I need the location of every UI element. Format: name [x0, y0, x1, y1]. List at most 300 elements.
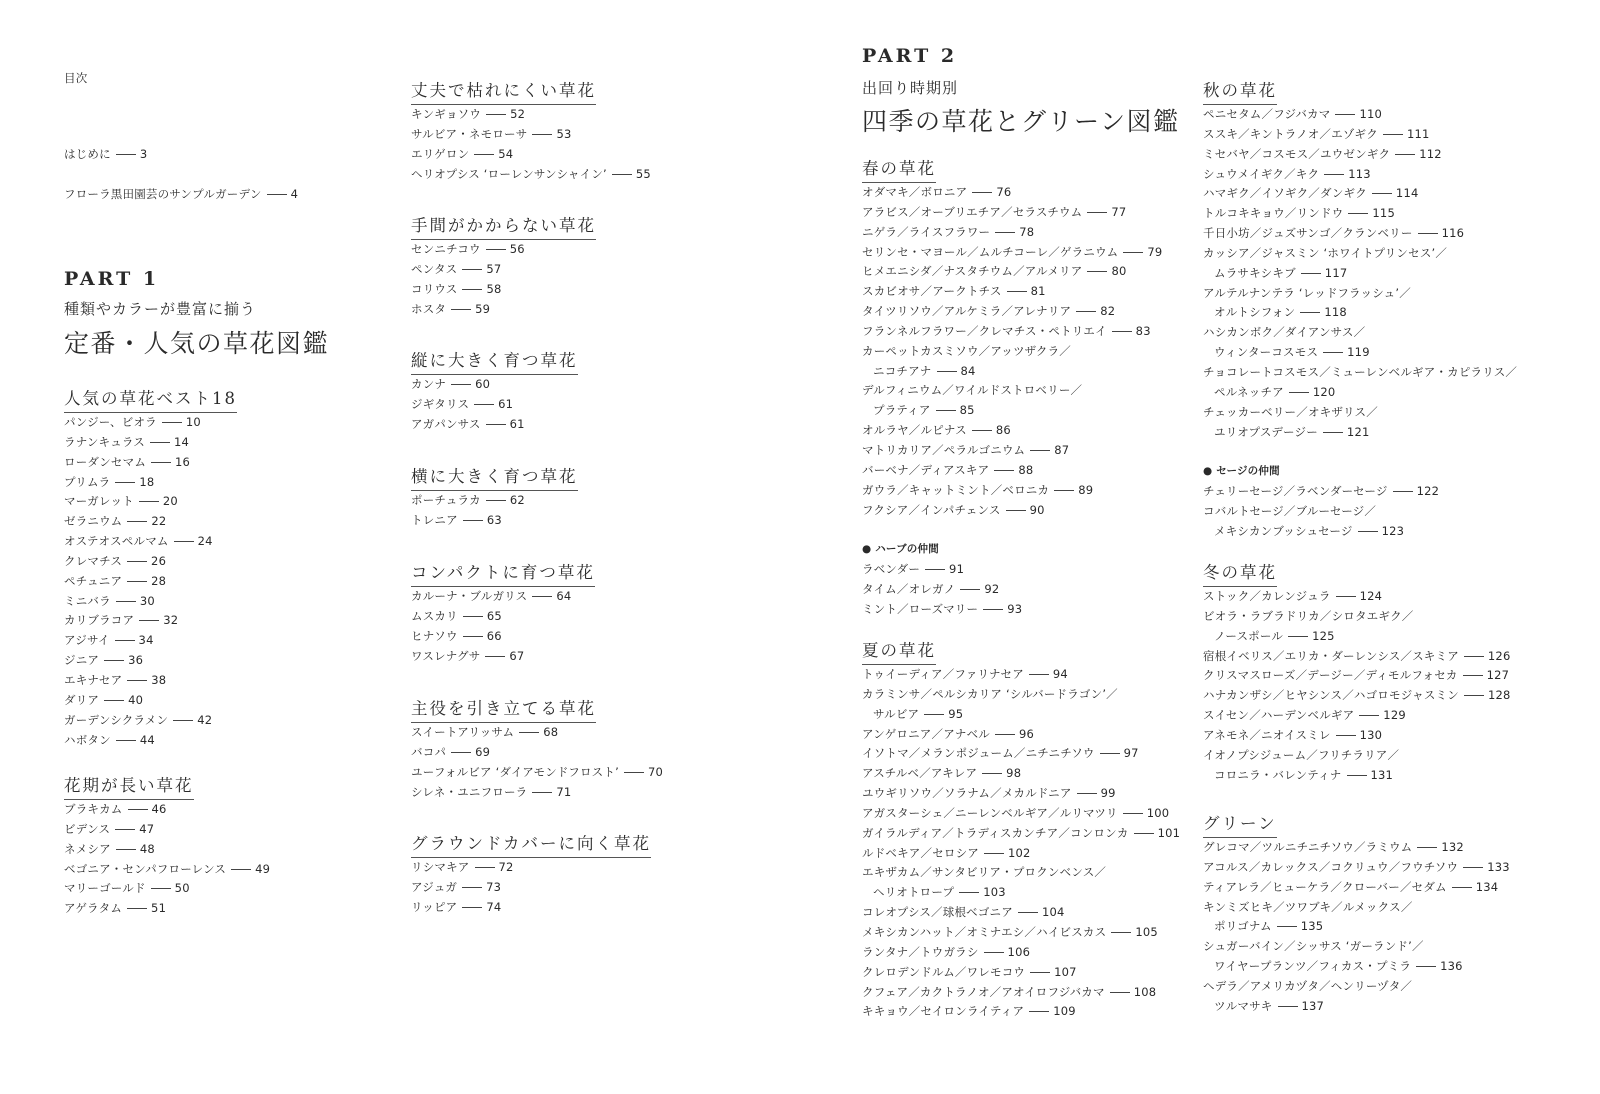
entry-title: マーガレット [64, 494, 134, 509]
entry-title: セリンセ・マヨール／ムルチコーレ／ゲラニウム [862, 244, 1119, 259]
entry-title: ランタナ／トウガラシ [862, 944, 979, 959]
toc-entry[interactable] [862, 362, 1162, 382]
entry-title: フランネルフラワー／クレマチス・ペトリエイ [862, 323, 1107, 338]
toc-entry[interactable] [862, 963, 1180, 983]
entry-title: 千日小坊／ジュズサンゴ／クランベリー [1203, 226, 1413, 241]
toc-entry[interactable] [862, 943, 1180, 963]
leader-line [1417, 847, 1437, 848]
toc-entry[interactable] [862, 705, 1180, 725]
leader-line [959, 892, 979, 893]
toc-entry[interactable] [1203, 204, 1517, 224]
entry-title: カーペットカスミソウ／アッツザクラ／ [862, 343, 1071, 358]
entry-page: 30 [139, 593, 155, 608]
toc-entry[interactable] [862, 243, 1162, 263]
entry-title: ルドベキア／セロシア [862, 845, 979, 860]
toc-entry[interactable] [64, 532, 213, 552]
entry-page: 40 [128, 692, 144, 707]
toc-entry-list [411, 375, 525, 435]
toc-entry[interactable] [1203, 917, 1510, 937]
entry-title: ウィンターコスモス [1214, 345, 1319, 360]
toc-entry[interactable] [862, 421, 1162, 441]
entry-page: 123 [1381, 523, 1405, 538]
entry-title: ハマギク／イソギク／ダンギク [1203, 186, 1367, 201]
leader-line [1300, 312, 1320, 313]
toc-entry[interactable] [411, 165, 651, 185]
entry-page: 46 [151, 802, 167, 816]
leader-line [151, 462, 171, 463]
toc-entry-list [64, 413, 213, 750]
toc-entry[interactable] [1203, 878, 1510, 898]
toc-entry[interactable] [862, 401, 1162, 421]
toc-entry[interactable] [1203, 858, 1510, 878]
toc-entry[interactable] [411, 395, 525, 415]
group-label [1203, 462, 1517, 482]
toc-entry[interactable] [64, 691, 213, 711]
entry-title: ユウギリソウ／ソラナム／メカルドニア [862, 786, 1072, 801]
intro-item[interactable] [64, 186, 298, 202]
toc-entry[interactable] [862, 725, 1180, 745]
toc-entry[interactable] [411, 647, 571, 667]
entry-page: 119 [1347, 345, 1370, 360]
entry-title: ガーデンシクラメン [64, 712, 169, 727]
leader-line [1111, 932, 1131, 933]
toc-entry[interactable] [862, 223, 1162, 243]
leader-line [115, 640, 135, 641]
entry-title: ツルマサキ [1214, 998, 1273, 1013]
entry-title: タイツリソウ／アルケミラ／アレナリア [862, 304, 1072, 319]
toc-entry[interactable] [862, 824, 1180, 844]
toc-entry[interactable] [411, 145, 651, 165]
toc-entry[interactable] [411, 415, 525, 435]
toc-entry[interactable] [411, 491, 525, 511]
entry-page: 96 [1019, 726, 1035, 741]
entry-title: アネモネ／ニオイスミレ [1203, 727, 1331, 742]
entry-title: スカビオサ／アークトチス [862, 284, 1002, 299]
toc-entry[interactable] [1203, 997, 1510, 1017]
toc-entry[interactable] [862, 302, 1162, 322]
entry-title: マリーゴールド [64, 881, 146, 896]
entry-title: ワイヤープランツ／フィカス・プミラ [1214, 959, 1412, 974]
leader-line [462, 887, 482, 888]
entry-page: 72 [498, 860, 514, 874]
toc-entry[interactable] [64, 572, 213, 592]
toc-entry[interactable] [1203, 522, 1517, 542]
leader-line [486, 114, 506, 115]
entry-title: ミセバヤ／コスモス／ユウゼンギク [1203, 146, 1391, 161]
entry-page: 133 [1487, 859, 1510, 874]
toc-entry[interactable] [64, 631, 213, 651]
toc-entry[interactable] [862, 560, 1162, 580]
toc-entry[interactable] [411, 763, 663, 783]
toc-entry[interactable] [862, 744, 1180, 764]
leader-line [1463, 867, 1483, 868]
toc-entry[interactable] [1203, 423, 1517, 443]
toc-entry[interactable] [862, 342, 1162, 362]
leader-line [463, 616, 483, 617]
toc-entry[interactable] [64, 820, 270, 840]
leader-line [1006, 510, 1026, 511]
entry-title: スイートアリッサム [411, 725, 515, 739]
entry-page: 70 [647, 764, 663, 779]
leader-line [127, 908, 147, 909]
toc-entry[interactable] [1203, 323, 1517, 343]
toc-entry[interactable] [411, 858, 514, 878]
toc-entry[interactable] [862, 764, 1180, 784]
entry-page: 42 [197, 712, 213, 727]
leader-line [475, 867, 495, 868]
toc-entry[interactable] [411, 783, 663, 803]
entry-page: 69 [475, 744, 491, 759]
leader-line [1416, 966, 1436, 967]
leader-line [173, 720, 193, 721]
entry-title: キンギョソウ [411, 107, 482, 121]
toc-entry[interactable] [64, 840, 270, 860]
entry-title: アジュガ [411, 879, 458, 894]
section-heading: 夏の草花 [862, 637, 936, 665]
entry-page: 98 [1006, 766, 1022, 781]
leader-line [1018, 912, 1038, 913]
entry-page: 36 [128, 653, 144, 668]
entry-page: 62 [509, 493, 525, 507]
toc-entry[interactable] [1203, 224, 1517, 244]
entry-page: 20 [162, 494, 178, 509]
toc-entry[interactable] [411, 627, 571, 647]
entry-page: 120 [1312, 384, 1336, 399]
entry-title: トルコキキョウ／リンドウ [1203, 206, 1344, 221]
entry-page: 91 [949, 562, 965, 577]
toc-entry[interactable] [1203, 343, 1517, 363]
toc-entry[interactable] [1203, 125, 1517, 145]
toc-entry[interactable] [1203, 482, 1517, 502]
entry-page: 10 [185, 415, 201, 429]
leader-line [116, 849, 136, 850]
toc-entry[interactable] [862, 983, 1180, 1003]
leader-line [127, 581, 147, 582]
leader-line [451, 384, 471, 385]
leader-line [485, 656, 505, 657]
entry-title: ビオラ・ラブラドリカ／シロタエギク／ [1203, 608, 1414, 623]
toc-entry[interactable] [862, 481, 1162, 501]
toc-entry[interactable] [862, 784, 1180, 804]
entry-title: アスチルベ／アキレア [862, 766, 978, 781]
leader-line [116, 601, 136, 602]
toc-entry[interactable] [64, 879, 270, 899]
entry-page: 74 [486, 899, 502, 914]
toc-entry[interactable] [1203, 303, 1517, 323]
entry-page: 49 [255, 861, 271, 876]
entry-title: キキョウ／セイロンライティア [862, 1004, 1025, 1019]
toc-entry[interactable] [862, 685, 1180, 705]
toc-entry[interactable] [411, 280, 525, 300]
toc-entry[interactable] [862, 282, 1162, 302]
toc-entry[interactable] [411, 105, 651, 125]
entry-title: チェリーセージ／ラベンダーセージ [1203, 484, 1388, 499]
toc-entry[interactable] [1203, 746, 1511, 766]
toc-entry[interactable] [411, 300, 525, 320]
entry-page: 126 [1487, 648, 1511, 663]
entry-title: ベゴニア・センパフローレンス [64, 861, 227, 876]
toc-entry[interactable] [862, 804, 1180, 824]
entry-title: シュガーバイン／シッサス ‘ガーランド’／ [1203, 939, 1424, 954]
toc-entry[interactable] [64, 453, 213, 473]
section-heading: 春の草花 [862, 155, 936, 183]
leader-line [624, 772, 644, 773]
entry-page: 57 [486, 261, 502, 276]
leader-line [532, 792, 552, 793]
toc-entry[interactable] [64, 433, 213, 453]
toc-entry[interactable] [411, 375, 525, 395]
entry-title: ゼラニウム [64, 514, 123, 529]
entry-title: ニゲラ／ライスフラワー [862, 224, 991, 239]
leader-line [1134, 833, 1154, 834]
toc-entry[interactable] [411, 723, 663, 743]
toc-entry[interactable] [862, 441, 1162, 461]
entry-page: 97 [1123, 746, 1139, 761]
toc-entry[interactable] [862, 322, 1162, 342]
toc-entry[interactable] [411, 878, 514, 898]
intro-page: 3 [139, 147, 148, 161]
entry-title: ポリゴナム [1214, 919, 1272, 934]
toc-entry[interactable] [411, 240, 525, 260]
toc-entry[interactable] [1203, 726, 1511, 746]
toc-entry[interactable] [862, 844, 1180, 864]
toc-entry[interactable] [411, 511, 525, 531]
toc-entry[interactable] [64, 592, 213, 612]
entry-title: デルフィニウム／ワイルドストロベリー／ [862, 383, 1083, 398]
entry-page: 131 [1370, 767, 1394, 782]
entry-title: オルトシフォン [1214, 305, 1296, 320]
spacer [862, 520, 1162, 540]
entry-title: ヘリオプシス ‘ローレンサンシャイン’ [411, 166, 607, 181]
section-heading: 冬の草花 [1203, 559, 1277, 587]
toc-entry[interactable] [1203, 184, 1517, 204]
entry-title: サルビア [873, 706, 920, 721]
entry-title: タイム／オレガノ [862, 581, 956, 596]
intro-item[interactable] [64, 146, 147, 162]
entry-title: ユリオプスデージー [1214, 424, 1318, 439]
entry-page: 124 [1359, 589, 1383, 603]
toc-entry-list [411, 723, 663, 802]
entry-title: トゥイーディア／ファリナセア [862, 667, 1024, 681]
entry-title: フクシア／インパチェンス [862, 502, 1001, 517]
toc-entry[interactable] [1203, 363, 1517, 383]
entry-title: チョコレートコスモス／ミューレンベルギア・カピラリス／ [1203, 364, 1518, 379]
spacer [1203, 442, 1517, 462]
toc-entry[interactable] [862, 903, 1180, 923]
leader-line [1336, 596, 1356, 597]
toc-entry[interactable] [1203, 284, 1517, 304]
part1-subtitle: 種類やカラーが豊富に揃う [64, 300, 257, 318]
toc-entry[interactable] [411, 898, 514, 918]
section-heading: 花期が長い草花 [64, 772, 194, 800]
toc-entry[interactable] [1203, 977, 1510, 997]
entry-page: 122 [1416, 484, 1440, 499]
leader-line [972, 430, 992, 431]
entry-title: ヘデラ／アメリカヅタ／ヘンリーヅタ／ [1203, 978, 1413, 993]
toc-entry[interactable] [1203, 145, 1517, 165]
leader-line [462, 289, 482, 290]
entry-page: 67 [509, 648, 525, 663]
leader-line [1372, 193, 1392, 194]
entry-title: ジギタリス [411, 396, 470, 411]
toc-entry[interactable] [411, 587, 571, 607]
leader-line [127, 680, 147, 681]
entry-page: 38 [151, 672, 167, 687]
entry-page: 89 [1078, 482, 1094, 497]
leader-line [451, 309, 471, 310]
entry-page: 63 [486, 512, 502, 527]
toc-entry-list [411, 491, 525, 531]
toc-entry[interactable] [1203, 766, 1511, 786]
toc-entry[interactable] [1203, 502, 1517, 522]
toc-entry[interactable] [64, 413, 213, 433]
toc-entry[interactable] [64, 711, 213, 731]
leader-line [925, 569, 945, 570]
entry-page: 103 [983, 885, 1006, 900]
leader-line [1110, 992, 1130, 993]
toc-entry[interactable] [862, 501, 1162, 521]
entry-page: 90 [1029, 502, 1045, 517]
toc-entry[interactable] [64, 512, 213, 532]
toc-entry[interactable] [1203, 838, 1510, 858]
leader-line [924, 714, 944, 715]
entry-page: 59 [475, 301, 491, 316]
leader-line [104, 700, 124, 701]
toc-entry[interactable] [1203, 105, 1517, 125]
entry-page: 121 [1346, 424, 1370, 439]
entry-page: 99 [1100, 786, 1116, 801]
toc-entry[interactable] [862, 183, 1162, 203]
toc-entry[interactable] [1203, 898, 1510, 918]
entry-page: 88 [1018, 462, 1034, 477]
entry-title: ハナカンザシ／ヒヤシンス／ハゴロモジャスミン [1203, 688, 1459, 703]
toc-entry-list [862, 665, 1180, 1022]
toc-entry[interactable] [64, 731, 213, 751]
toc-entry[interactable] [1203, 403, 1517, 423]
entry-page: 92 [984, 581, 1000, 596]
toc-entry[interactable] [1203, 957, 1510, 977]
entry-title: カリブラコア [64, 613, 135, 628]
toc-entry[interactable] [862, 863, 1180, 883]
entry-page: 26 [151, 553, 167, 568]
entry-page: 76 [996, 185, 1012, 199]
entry-page: 44 [139, 732, 155, 747]
leader-line [982, 773, 1002, 774]
leader-line [462, 269, 482, 270]
toc-entry[interactable] [64, 651, 213, 671]
entry-title: アラビス／オーブリエチア／セラスチウム [862, 204, 1083, 219]
toc-entry[interactable] [862, 262, 1162, 282]
entry-page: 65 [486, 608, 502, 623]
leader-line [960, 589, 980, 590]
toc-entry[interactable] [1203, 165, 1517, 185]
toc-entry[interactable] [1203, 383, 1517, 403]
toc-entry[interactable] [1203, 627, 1511, 647]
toc-entry[interactable] [862, 1002, 1180, 1022]
leader-line [127, 561, 147, 562]
toc-entry[interactable] [64, 611, 213, 631]
entry-page: 82 [1100, 304, 1116, 319]
toc-entry[interactable] [64, 899, 270, 919]
toc-entry[interactable] [1203, 607, 1511, 627]
toc-entry[interactable] [862, 665, 1180, 685]
entry-title: コリウス [411, 281, 458, 296]
toc-entry[interactable] [1203, 666, 1511, 686]
toc-entry[interactable] [411, 607, 571, 627]
toc-entry[interactable] [64, 552, 213, 572]
entry-title: リッピア [411, 899, 458, 914]
leader-line [936, 410, 956, 411]
toc-entry[interactable] [862, 600, 1162, 620]
toc-entry[interactable] [1203, 647, 1511, 667]
entry-page: 114 [1395, 186, 1419, 201]
toc-entry[interactable] [64, 800, 270, 820]
part1-label: PART 1 [64, 268, 160, 290]
entry-title: キンミズヒキ／ツワブキ／ルメックス／ [1203, 899, 1413, 914]
toc-entry[interactable] [411, 125, 651, 145]
leader-line [486, 500, 506, 501]
entry-title: ペルネッチア [1214, 384, 1284, 399]
leader-line [451, 752, 471, 753]
toc-entry[interactable] [1203, 937, 1510, 957]
entry-page: 136 [1440, 959, 1463, 974]
entry-page: 71 [556, 784, 572, 799]
toc-entry[interactable] [1203, 587, 1511, 607]
entry-page: 28 [151, 573, 167, 588]
leader-line [984, 853, 1004, 854]
entry-page: 128 [1487, 688, 1511, 703]
toc-entry[interactable] [64, 671, 213, 691]
leader-line [150, 442, 170, 443]
toc-entry[interactable] [862, 203, 1162, 223]
leader-line [486, 249, 506, 250]
leader-line [1288, 636, 1308, 637]
entry-page: 101 [1157, 825, 1181, 840]
toc-entry[interactable] [1203, 244, 1517, 264]
toc-entry-list [411, 587, 571, 666]
entry-page: 60 [475, 377, 491, 391]
entry-title: ティアレラ／ヒューケラ／クローバー／セダム [1203, 879, 1447, 894]
toc-entry[interactable] [1203, 686, 1511, 706]
leader-line [1301, 273, 1321, 274]
toc-entry[interactable] [862, 580, 1162, 600]
entry-title: ミニバラ [64, 593, 111, 608]
entry-title: エキザカム／サンタビリア・プロクンベンス／ [862, 865, 1107, 880]
entry-page: 94 [1052, 667, 1068, 681]
entry-page: 113 [1348, 166, 1371, 181]
toc-entry[interactable] [862, 883, 1180, 903]
toc-entry[interactable] [1203, 706, 1511, 726]
entry-page: 47 [139, 821, 155, 836]
leader-line [995, 734, 1015, 735]
toc-entry[interactable] [411, 743, 663, 763]
toc-entry[interactable] [411, 260, 525, 280]
toc-entry[interactable] [862, 461, 1162, 481]
toc-entry[interactable] [1203, 264, 1517, 284]
leader-line [127, 521, 147, 522]
toc-entry[interactable] [64, 492, 213, 512]
toc-entry[interactable] [862, 381, 1162, 401]
toc-entry[interactable] [64, 860, 270, 880]
leader-line [463, 520, 483, 521]
entry-page: 16 [175, 454, 191, 469]
toc-entry[interactable] [64, 473, 213, 493]
toc-entry[interactable] [862, 923, 1180, 943]
entry-title: ワスレナグサ [411, 648, 481, 663]
entry-page: 102 [1008, 845, 1031, 860]
part2-title: 四季の草花とグリーン図鑑 [862, 107, 1180, 136]
leader-line [612, 174, 632, 175]
